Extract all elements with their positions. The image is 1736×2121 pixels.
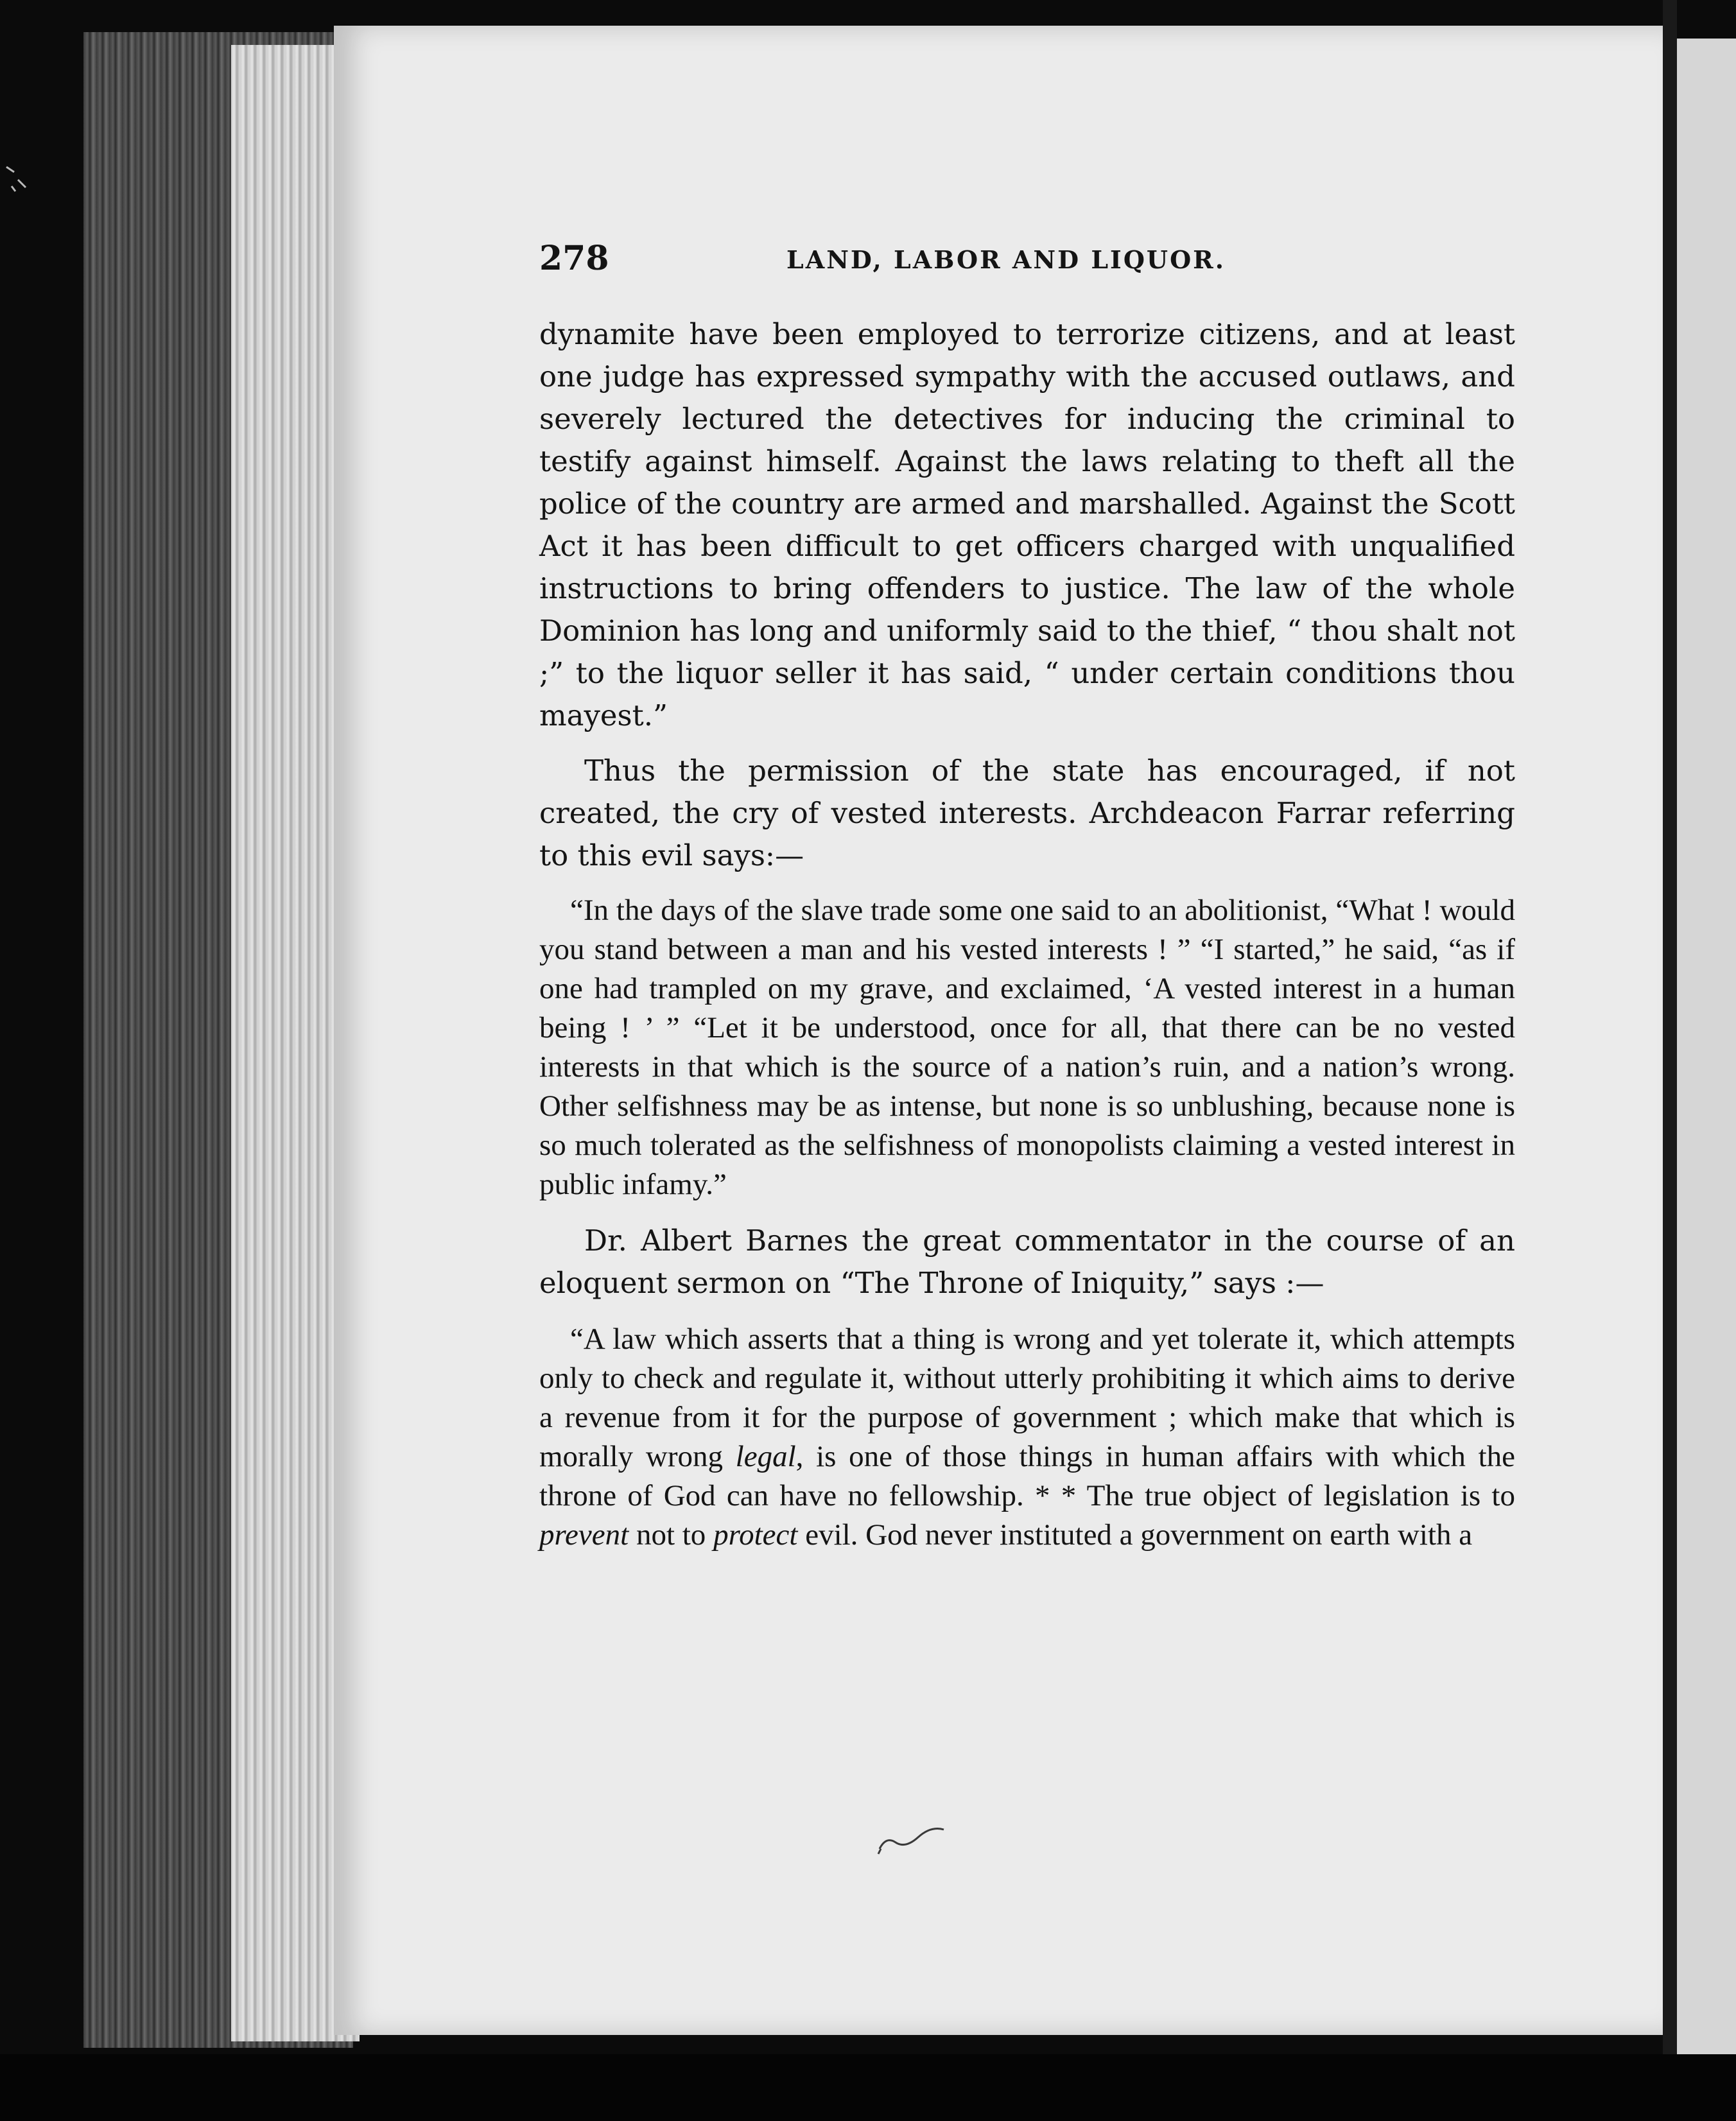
quote-farrar: “In the days of the slave trade some one said to an abolitionist, “What ! would you stand between a man and his vested interests ! ” “I started,” he said, “as if one had trampled on my grave, and exclaimed, ‘A vested interest in a human being ! ’ ” “Let it be understood, once for all, that there can be no vested interests in that which is the source of a nation’s ruin, and a nation’s wrong. Other selfishness may be as intense, but none is so unblushing, because none is so much tolerated as the selfishness of monopolists claiming a vested interest in public infamy.” [539,894,1515,1201]
page-header [539,239,1515,290]
emphasis-prevent: prevent [539,1518,629,1552]
quote-barnes-part3: not to [629,1518,714,1552]
page-number: 278 [539,239,609,278]
pencil-mark [873,1823,950,1855]
quote-barnes [539,1320,1515,1555]
quote-barnes-part1: “A law which asserts that a thing is wrong and yet tolerate it, which attempts only to check and regulate it, without utterly prohibiting it which aims to derive a revenue from it for the purpose of government ; which make that which is morally wrong [539,1322,1515,1473]
running-title: LAND, LABOR AND LIQUOR. [786,245,1226,274]
scan-speck-mark [0,160,32,199]
book-gutter [1663,0,1677,2121]
emphasis-legal: legal [735,1440,796,1473]
emphasis-protect: protect [713,1518,798,1552]
quote-barnes-part2: , is one of those things in human affairs with which the throne of God can have no fellowship. * * The true object of legislation is to [539,1440,1516,1512]
quote-barnes-part4: evil. God never instituted a government on earth with a [797,1518,1473,1552]
page-body [539,313,1515,1555]
scan-bottom-border [0,2054,1736,2121]
facing-page-edge [1677,39,1736,2061]
paragraph-vested-interests: Thus the permission of the state has encouraged, if not created, the cry of vested interests. Archdeacon Farrar referring to this evil says:— [539,754,1515,872]
paragraph-dynamite: dynamite have been employed to terrorize citizens, and at least one judge has expressed sympathy with the accused outlaws, and severely lectured the detectives for inducing the criminal to testify against himself. Against the laws relating to theft all the police of the country are armed and marshalled. Against the Scott Act it has been difficult to get officers charged with unqualified instructions to bring offenders to justice. The law of the whole Dominion has long and uniformly said to the thief, “ thou shalt not ;” to the liquor seller it has said, “ under certain conditions thou mayest.” [539,317,1515,732]
paragraph-barnes-intro: Dr. Albert Barnes the great commentator in the course of an eloquent sermon on “The Throne of Iniquity,” says :— [539,1224,1515,1300]
